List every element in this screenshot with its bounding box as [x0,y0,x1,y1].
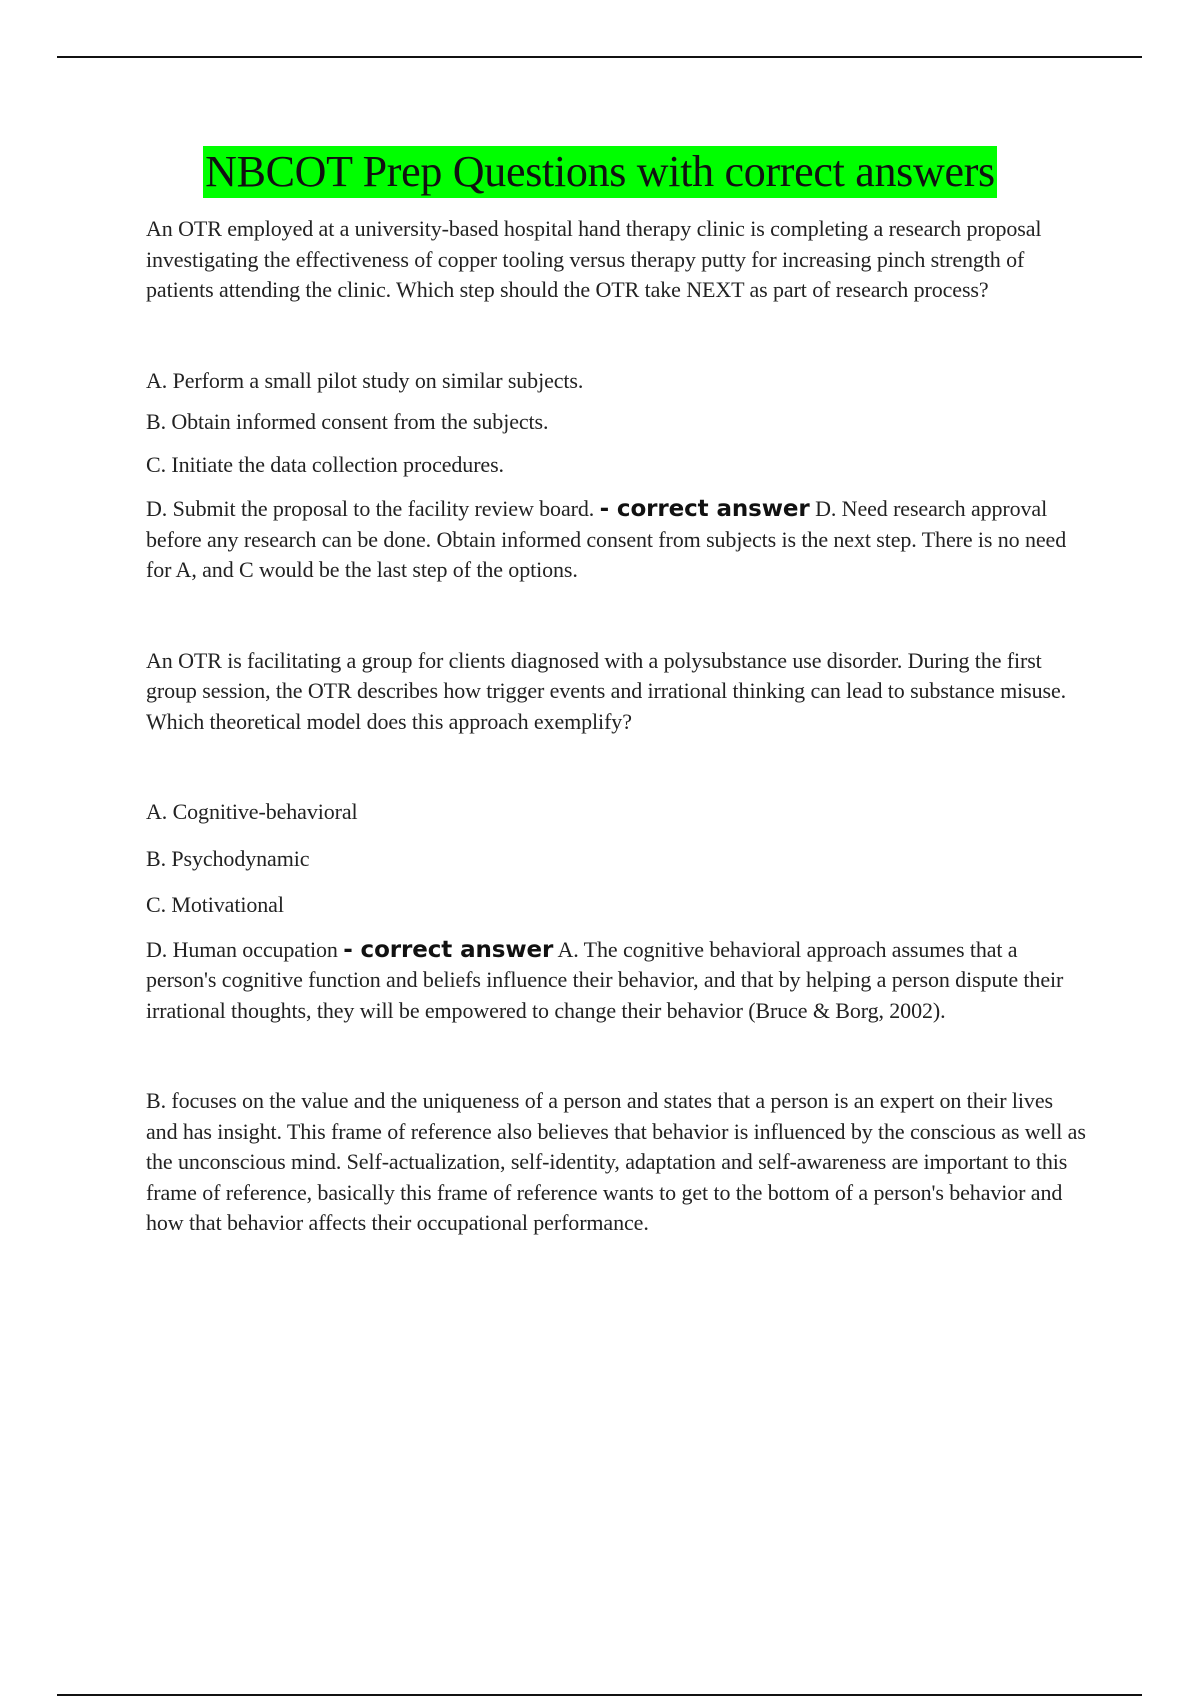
question-2-explanation: A. The cognitive behavioral approach assumes that a person's cognitive function and beliefs influence their behavior, and that by helping a person dispute their irrational thoughts, they will be empowered to change their behavior (Bruce & Borg, 2002). [146,936,1064,1023]
top-rule [57,56,1142,58]
question-1-option-a: A. Perform a small pilot study on similar subjects. [146,367,584,393]
bottom-rule [57,1694,1142,1696]
correct-answer-label: - correct answer [599,496,810,522]
question-1-option-c: C. Initiate the data collection procedures. [146,451,504,477]
question-2-option-d: D. Human occupation [146,936,338,962]
question-1-explanation: D. Need research approval before any research can be done. Obtain informed consent from subjects is the next step. There is no need for A, and C would be the last step of the options. [146,496,1067,582]
question-1-answer [146,494,1086,586]
question-2-option-a: A. Cognitive-behavioral [146,799,358,824]
question-2-option-b: B. Psychodynamic [146,845,310,871]
question-2-answer [146,935,1086,1027]
title-wrap [0,146,1200,198]
document-body [146,146,1086,1239]
question-1-option-b: B. Obtain informed consent from the subjects. [146,409,549,434]
page-title: NBCOT Prep Questions with correct answers [205,147,995,196]
question-2-option-c: C. Motivational [146,892,284,917]
question-1-option-d: D. Submit the proposal to the facility review board. [146,496,595,521]
correct-answer-label: - correct answer [343,936,554,963]
question-2-text: An OTR is facilitating a group for clients diagnosed with a polysubstance use disorder. During the first group session, the OTR describes how trigger events and irrational thinking can lead to substance misuse. Which theoretical model does this approach exemplify? [146,647,1067,734]
question-1-text: An OTR employed at a university-based hospital hand therapy clinic is completing a research proposal investigating the effectiveness of copper tooling versus therapy putty for increasing pinch strength of patients attending the clinic. Which step should the OTR take NEXT as part of research process? [146,216,1042,302]
question-2-extra-explanation: B. focuses on the value and the uniqueness of a person and states that a person is an expert on their lives and has insight. This frame of reference also believes that behavior is influenced by the conscious as well as the unconscious mind. Self-actualization, self-identity, adaptation and self-awareness are important to this frame of reference, basically this frame of reference wants to get to the bottom of a person's behavior and how that behavior affects their occupational performance. [146,1088,1086,1235]
